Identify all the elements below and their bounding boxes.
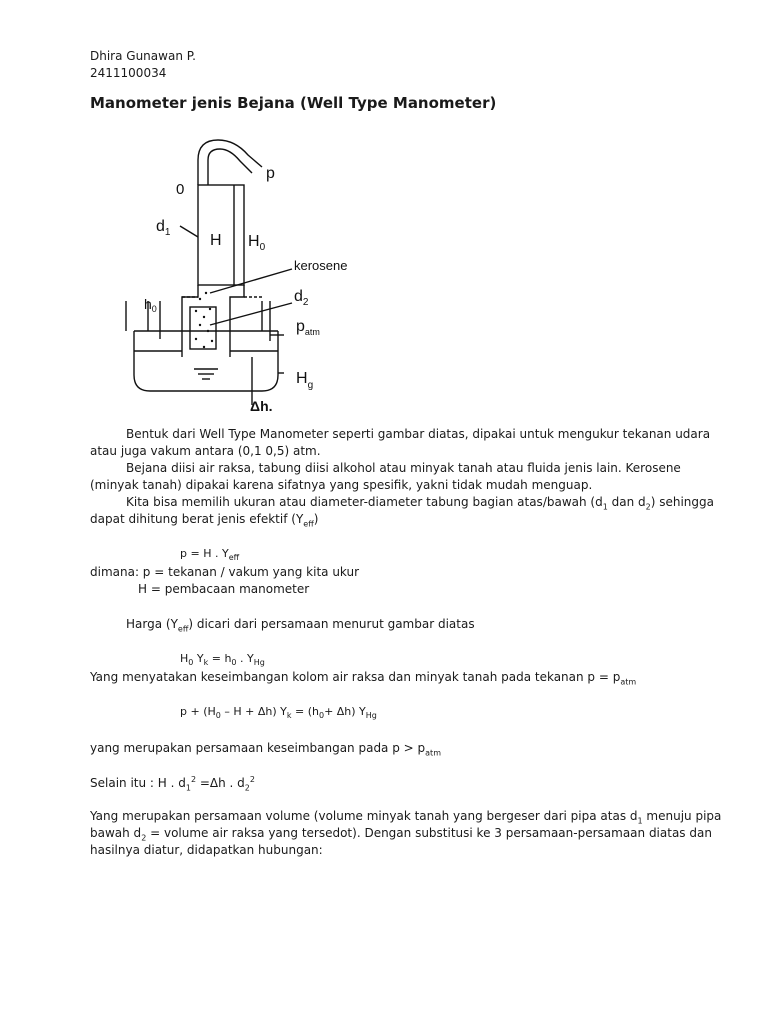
equation-balance-full: $p + (H_0 - H + \Delta h) \Upsilon_k = (h_0+ \Delta h)$ $\Upsilon_{Hg}$ <box>180 705 377 721</box>
balance-statement: Yang menyatakan keseimbangan kolom air raksa dan minyak tanah pada tekanan $p = p_{atm}$ <box>90 670 637 687</box>
harga-line: Harga $(\Upsilon_{eff})$ dicari dari persamaan menurut gambar diatas <box>126 617 475 634</box>
equation-balance-h0: $H_0$ $\Upsilon_k = h_0$ . $\Upsilon_{Hg}$ <box>180 652 265 668</box>
vessel <box>134 331 278 391</box>
manometer-diagram <box>0 125 768 415</box>
equation-p-eff: p = H . $\Upsilon_{eff}$ <box>180 547 240 563</box>
label-h0: $h_0$ <box>144 296 157 314</box>
page-title: Manometer jenis Bejana (Well Type Manometer) <box>90 94 497 112</box>
label-d2: $d_2$ <box>294 288 309 308</box>
volume-equation: Selain itu : H . $d_1^2 =\Delta h$ . $d_2^2$ <box>90 775 255 793</box>
author-name: Dhira Gunawan P. <box>90 49 196 63</box>
label-zero: 0 <box>176 181 185 198</box>
para3-line2: dapat dihitung berat jenis efektif $(\Upsilon_{eff})$ <box>90 512 319 529</box>
dimana-line1: dimana: p = tekanan / vakum yang kita ukur <box>90 565 360 579</box>
label-H: H <box>210 232 222 249</box>
label-Hg: $H_g$ <box>296 370 314 391</box>
para3-line1: Kita bisa memilih ukuran atau diameter-diameter tabung bagian atas/bawah ($d_1$ dan $d_2$) sehingga <box>126 495 714 512</box>
author-id: 2411100034 <box>90 66 167 80</box>
label-patm: $p_{atm}$ <box>296 318 320 337</box>
label-d1: $d_1$ <box>156 218 171 238</box>
label-H0: $H_0$ <box>248 233 266 253</box>
para1-line1: Bentuk dari Well Type Manometer seperti gambar diatas, dipakai untuk mengukur tekanan udara <box>126 427 711 441</box>
dimana-line2: H = pembacaan manometer <box>138 582 310 596</box>
volume-line3: hasilnya diatur, didapatkan hubungan: <box>90 843 323 857</box>
label-kerosene: kerosene <box>294 258 348 273</box>
para2-line2: (minyak tanah) dipakai karena sifatnya yang spesifik, yakni tidak mudah menguap. <box>90 478 593 492</box>
volume-line1: Yang merupakan persamaan volume (volume minyak tanah yang bergeser dari pipa atas $d_1$ menuju pipa <box>90 809 722 826</box>
para2-line1: Bejana diisi air raksa, tabung diisi alkohol atau minyak tanah atau fluida jenis lain. Kerosene <box>126 461 681 475</box>
para1-line2: atau juga vakum antara (0,1 0,5) atm. <box>90 444 321 458</box>
pgt-statement: yang merupakan persamaan keseimbangan pada $p > p_{atm}$ <box>90 741 441 758</box>
label-delta-h: Δh. <box>250 398 273 414</box>
volume-line2: bawah $d_2$ = volume air raksa yang tersedot). Dengan substitusi ke 3 persamaan-persamaan diatas dan <box>90 826 712 843</box>
label-p: p <box>266 165 275 182</box>
